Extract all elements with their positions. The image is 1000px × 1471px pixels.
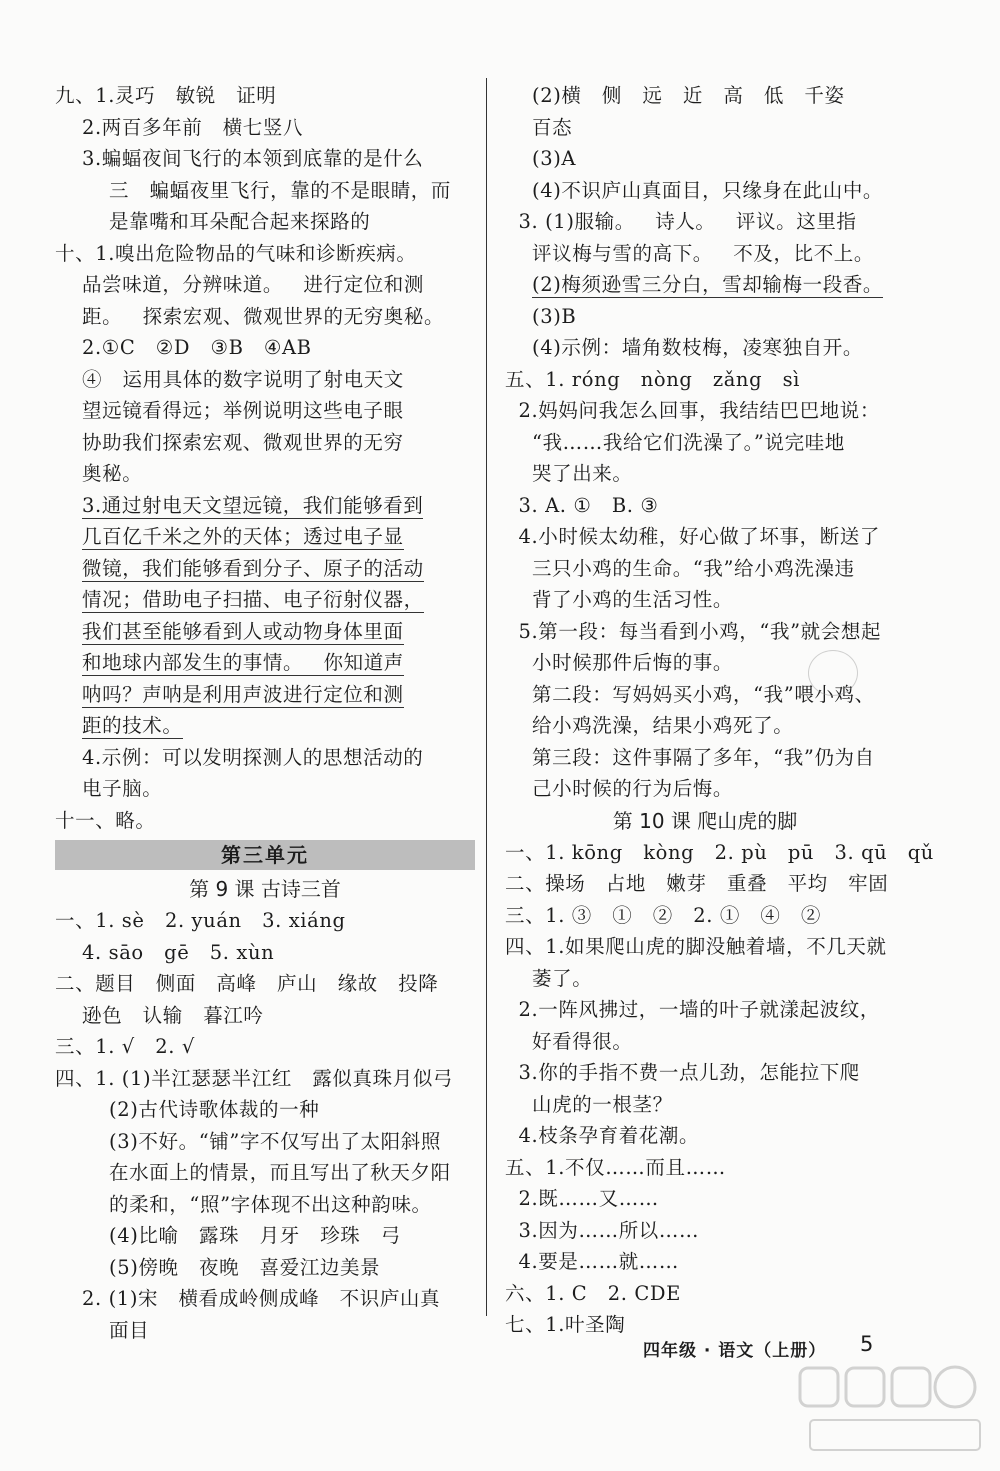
answer-line xyxy=(55,742,475,774)
answer-line xyxy=(505,900,905,932)
answer-text: 4.枝条孕育着花潮。 xyxy=(518,1124,700,1147)
page-number: 5 xyxy=(860,1332,874,1356)
answer-line xyxy=(55,710,475,742)
answer-text: 哭了出来。 xyxy=(532,462,633,485)
answer-line xyxy=(55,1283,475,1315)
answer-text: 协助我们探索宏观、微观世界的无穷 xyxy=(82,430,404,454)
answer-text: 四、1. (1)半江瑟瑟半江红 露似真珠月似弓 xyxy=(55,1066,454,1090)
answer-text: 电子脑。 xyxy=(82,777,163,800)
answer-line xyxy=(55,458,475,490)
answer-text: 六、1. C 2. CDE xyxy=(505,1281,681,1305)
answer-text: 品尝味道，分辨味道。 进行定位和测 xyxy=(82,273,424,296)
answer-text: 2.①C ②D ③B ④AB xyxy=(82,336,312,359)
left-column xyxy=(55,80,475,1346)
answer-line xyxy=(505,269,905,301)
answer-line xyxy=(55,1220,475,1252)
answer-text: 三只小鸡的生命。“我”给小鸡洗澡违 xyxy=(532,556,855,580)
answer-line xyxy=(55,206,475,238)
answer-text: 距。 探索宏观、微观世界的无穷奥秘。 xyxy=(82,304,445,328)
right-column xyxy=(505,80,934,1341)
answer-text: 九、1.灵巧 敏锐 证明 xyxy=(55,84,277,107)
answer-line xyxy=(55,1094,475,1126)
answer-text: 呐吗？声呐是利用声波进行定位和测 xyxy=(82,682,404,706)
answer-text: 2.两百多年前 横七竖八 xyxy=(82,115,304,139)
answer-line xyxy=(55,1126,475,1158)
answer-line xyxy=(55,647,475,679)
answer-line xyxy=(55,553,475,585)
answer-line xyxy=(505,837,934,869)
answer-line xyxy=(505,364,905,396)
unit-title: 第三单元 xyxy=(55,840,475,870)
answer-line xyxy=(505,1183,905,1215)
answer-line xyxy=(55,1315,475,1347)
answer-text: 2.既……又…… xyxy=(518,1187,659,1210)
answer-line xyxy=(505,710,905,742)
answer-line xyxy=(55,1031,475,1063)
answer-line xyxy=(505,1057,905,1089)
answer-line xyxy=(505,238,905,270)
answer-text: (2)古代诗歌体裁的一种 xyxy=(109,1098,320,1121)
answer-line xyxy=(505,963,905,995)
answer-line xyxy=(55,427,475,459)
answer-text: 4.示例：可以发明探测人的思想活动的 xyxy=(82,745,424,769)
answer-line xyxy=(505,1120,905,1152)
answer-line xyxy=(55,584,475,616)
answer-text: 3. A. ① B. ③ xyxy=(518,493,659,517)
answer-line xyxy=(505,553,905,585)
answer-text: 五、1.不仅……而且…… xyxy=(505,1155,726,1179)
answer-text: (4)比喻 露珠 月牙 珍珠 弓 xyxy=(109,1224,401,1247)
answer-line xyxy=(55,490,475,522)
answer-text: 的柔和，“照”字体现不出这种韵味。 xyxy=(109,1192,432,1216)
answer-text: 几百亿千米之外的天体；透过电子显 xyxy=(82,525,404,548)
answer-line xyxy=(55,679,475,711)
answer-text: 四、1.如果爬山虎的脚没触着墙，不几天就 xyxy=(505,935,887,958)
answer-text: 三 蝙蝠夜里飞行，靠的不是眼睛，而 xyxy=(109,178,451,202)
answer-text: (3)B xyxy=(532,304,577,328)
answer-text: 奥秘。 xyxy=(82,462,143,485)
answer-line xyxy=(505,1278,905,1310)
answer-line xyxy=(505,994,905,1026)
answer-line xyxy=(505,1215,905,1247)
answer-text: 十、1.嗅出危险物品的气味和诊断疾病。 xyxy=(55,241,417,265)
answer-text: 山虎的一根茎？ xyxy=(532,1092,673,1116)
answer-text: 百态 xyxy=(532,115,573,139)
answer-text: 给小鸡洗澡，结果小鸡死了。 xyxy=(532,714,794,737)
answer-line xyxy=(55,773,475,805)
answer-line xyxy=(55,1063,475,1095)
lesson-9-answers xyxy=(55,905,475,1346)
answer-text: (2)梅须逊雪三分白，雪却输梅一段香。 xyxy=(532,273,884,296)
answer-line xyxy=(55,521,475,553)
answer-text: (5)傍晚 夜晚 喜爱江边美景 xyxy=(109,1255,381,1279)
answer-line xyxy=(55,175,475,207)
answer-line xyxy=(55,937,475,969)
lesson-10-answers xyxy=(505,837,934,1341)
answer-text: 十一、略。 xyxy=(55,808,156,832)
answer-line xyxy=(505,112,905,144)
answer-text: (2)横 侧 远 近 高 低 千姿 xyxy=(532,84,845,107)
answer-line xyxy=(55,805,475,837)
answer-text: 己小时候的行为后悔。 xyxy=(532,777,734,800)
answer-line xyxy=(505,80,905,112)
answer-line xyxy=(55,1157,475,1189)
answer-line xyxy=(55,238,475,270)
answer-text: “我……我给它们洗澡了。”说完哇地 xyxy=(532,430,845,454)
column-divider xyxy=(486,78,487,1316)
watermark-logo xyxy=(790,1360,990,1460)
answer-line xyxy=(55,616,475,648)
answer-line xyxy=(55,395,475,427)
answer-line xyxy=(505,143,905,175)
answer-text: 2. (1)宋 横看成岭侧成峰 不识庐山真 xyxy=(82,1287,441,1310)
answer-line xyxy=(55,80,475,112)
answer-line xyxy=(55,269,475,301)
answer-text: 第三段：这件事隔了多年，“我”仍为自 xyxy=(532,745,875,769)
answer-text: 3.通过射电天文望远镜，我们能够看到 xyxy=(82,493,424,517)
answer-text: 4.要是……就…… xyxy=(518,1250,680,1273)
answer-text: 小时候那件后悔的事。 xyxy=(532,651,734,674)
answer-line xyxy=(505,175,905,207)
answer-text: ④ 运用具体的数字说明了射电天文 xyxy=(82,367,404,391)
answer-line xyxy=(55,143,475,175)
answer-text: 2.一阵风拂过，一墙的叶子就漾起波纹， xyxy=(518,998,881,1021)
answer-text: 距的技术。 xyxy=(82,714,183,737)
answer-text: 一、1. kōng kòng 2. pù pū 3. qū qǔ xyxy=(505,840,934,864)
answer-text: (4)示例：墙角数枝梅，凌寒独自开。 xyxy=(532,336,863,359)
answer-text: 七、1.叶圣陶 xyxy=(505,1313,626,1336)
answer-text: 5.第一段：每当看到小鸡，“我”就会想起 xyxy=(518,619,882,643)
footer-grade-label: 四年级 · 语文（上册） xyxy=(643,1341,827,1361)
answer-text: 好看得很。 xyxy=(532,1029,633,1053)
answer-text: 面目 xyxy=(109,1318,150,1342)
answer-text: 3.因为……所以…… xyxy=(518,1218,700,1242)
answer-text: 二、题目 侧面 高峰 庐山 缘故 投降 xyxy=(55,972,439,995)
answer-line xyxy=(55,364,475,396)
answer-line xyxy=(505,868,905,900)
answer-line xyxy=(55,1252,475,1284)
answer-line xyxy=(505,1246,905,1278)
answer-line xyxy=(55,301,475,333)
answer-text: 第二段：写妈妈买小鸡，“我”喂小鸡、 xyxy=(532,682,875,706)
answer-text: 3. (1)服输。 诗人。 评议。这里指 xyxy=(518,210,857,233)
lesson-9-title: 第 9 课 古诗三首 xyxy=(189,877,341,901)
answer-text: 逊色 认输 暮江吟 xyxy=(82,1003,264,1027)
answer-text: 2.妈妈问我怎么回事，我结结巴巴地说： xyxy=(518,399,881,422)
answer-text: 二、操场 占地 嫩芽 重叠 平均 牢固 xyxy=(505,872,889,895)
answer-text: 是靠嘴和耳朵配合起来探路的 xyxy=(109,210,371,233)
stamp-mark xyxy=(808,650,858,696)
answer-text: 4.小时候太幼稚，好心做了坏事，断送了 xyxy=(518,525,881,548)
lesson-10-title: 第 10 课 爬山虎的脚 xyxy=(612,808,798,833)
answer-text: (3)A xyxy=(532,147,577,170)
answer-text: 情况；借助电子扫描、电子衍射仪器， xyxy=(82,588,424,611)
answer-line xyxy=(505,931,905,963)
answer-text: 三、1. ③ ① ② 2. ① ④ ② xyxy=(505,903,821,927)
answer-line xyxy=(505,1089,905,1121)
answer-line xyxy=(505,616,905,648)
answer-text: 我们甚至能够看到人或动物身体里面 xyxy=(82,619,404,643)
answer-text: 在水面上的情景，而且写出了秋天夕阳 xyxy=(109,1161,451,1184)
answer-line xyxy=(505,332,905,364)
answer-line xyxy=(505,206,905,238)
answer-line xyxy=(55,1189,475,1221)
answer-line xyxy=(505,521,905,553)
answer-line xyxy=(55,968,475,1000)
answer-line xyxy=(505,490,905,522)
answer-line xyxy=(505,427,905,459)
answer-line xyxy=(505,395,905,427)
answer-text: (3)不好。“铺”字不仅写出了太阳斜照 xyxy=(109,1129,441,1153)
answer-line xyxy=(505,773,905,805)
answer-line xyxy=(505,584,905,616)
answer-text: (4)不识庐山真面目，只缘身在此山中。 xyxy=(532,178,884,202)
answer-text: 3.蝙蝠夜间飞行的本领到底靠的是什么 xyxy=(82,147,424,170)
answer-text: 三、1. √ 2. √ xyxy=(55,1035,195,1058)
answer-line xyxy=(505,1026,905,1058)
answer-line xyxy=(55,332,475,364)
answer-line xyxy=(505,458,905,490)
answer-text: 萎了。 xyxy=(532,966,593,990)
answer-line xyxy=(505,742,905,774)
answer-line xyxy=(505,1152,905,1184)
answer-text: 五、1. róng nòng zǎng sì xyxy=(505,367,801,391)
answer-text: 一、1. sè 2. yuán 3. xiáng xyxy=(55,909,346,932)
left-answers xyxy=(55,80,475,836)
answer-text: 背了小鸡的生活习性。 xyxy=(532,588,734,611)
right-answers xyxy=(505,80,905,805)
answer-line xyxy=(505,301,905,333)
answer-text: 望远镜看得远；举例说明这些电子眼 xyxy=(82,399,404,422)
answer-line xyxy=(55,1000,475,1032)
answer-text: 3.你的手指不费一点儿劲，怎能拉下爬 xyxy=(518,1061,860,1084)
answer-line xyxy=(55,112,475,144)
answer-text: 微镜，我们能够看到分子、原子的活动 xyxy=(82,556,424,580)
answer-text: 和地球内部发生的事情。 你知道声 xyxy=(82,651,404,674)
answer-text: 4. sāo gē 5. xùn xyxy=(82,940,275,964)
answer-text: 评议梅与雪的高下。 不及，比不上。 xyxy=(532,241,874,265)
answer-line xyxy=(55,905,475,937)
